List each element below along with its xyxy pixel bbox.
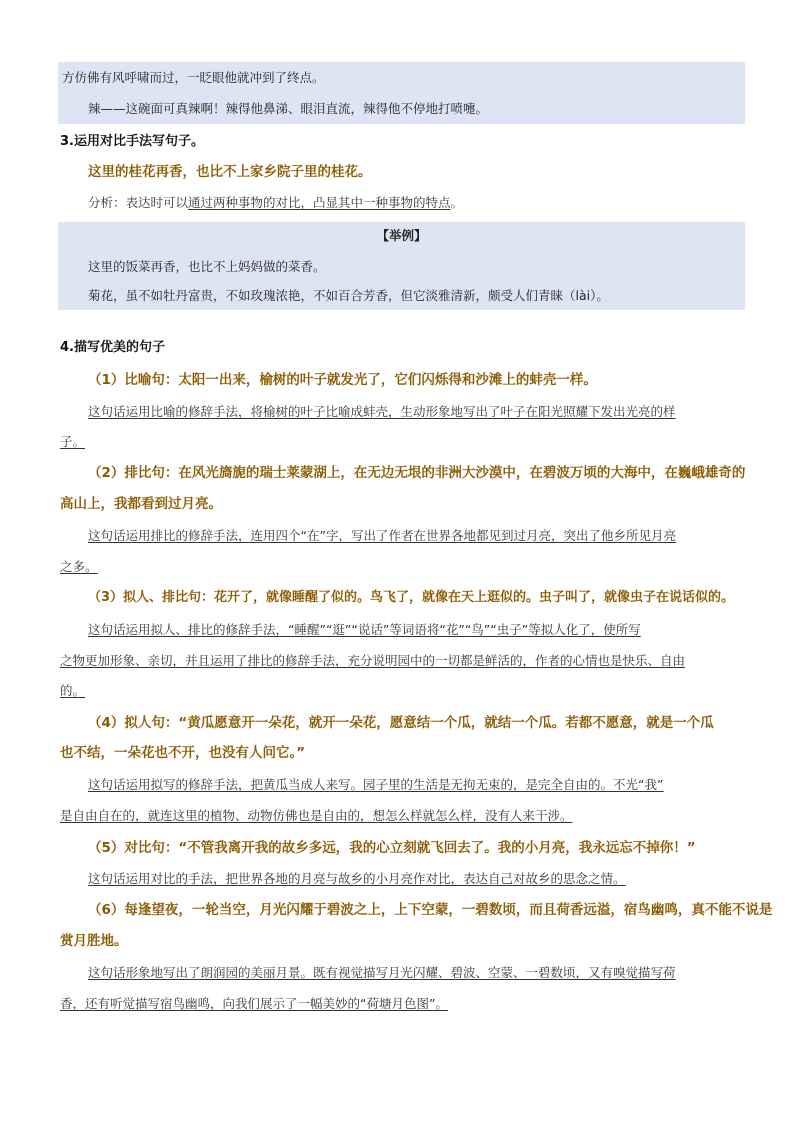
- item2-sentence-l2: 高山上，我都看到过月亮。: [60, 496, 222, 512]
- item5-sentence: （5）对比句：“不管我离开我的故乡多远，我的心立刻就飞回去了。我的小月亮，我永远忘不掉你！”: [88, 840, 696, 856]
- item1-sentence: （1）比喻句：太阳一出来，榆树的叶子就发光了，它们闪烁得和沙滩上的蚌壳一样。: [88, 372, 597, 388]
- item3-analysis-l3: 的。: [60, 683, 86, 698]
- section3-example: 这里的桂花再香，也比不上家乡院子里的桂花。: [88, 164, 372, 180]
- item1-analysis-l1: 这句话运用比喻的修辞手法，将榆树的叶子比喻成蚌壳，生动形象地写出了叶子在阳光照耀下发出光亮的样: [88, 404, 676, 419]
- section4-heading: 4.描写优美的句子: [60, 340, 165, 355]
- box1-line1: 方仿佛有风呼啸而过，一眨眼他就冲到了终点。: [62, 70, 325, 85]
- item6-sentence-l1: （6）每逢望夜，一轮当空，月光闪耀于碧波之上，上下空蒙，一碧数顷，而且荷香远溢，宿鸟幽鸣，真不能不说是: [88, 902, 773, 918]
- box2-line1: 这里的饭菜再香，也比不上妈妈做的菜香。: [88, 259, 326, 274]
- section3-heading: 3.运用对比手法写句子。: [60, 134, 204, 149]
- section3-analysis: [88, 195, 775, 211]
- analysis-underlined: 通过两种事物的对比，凸显其中一种事物的特点: [188, 195, 451, 210]
- item4-sentence-l1: （4）拟人句：“黄瓜愿意开一朵花，就开一朵花，愿意结一个瓜，就结一个瓜。若都不愿意，就是一个瓜: [88, 715, 714, 731]
- item5-analysis-l1: 这句话运用对比的手法，把世界各地的月亮与故乡的小月亮作对比，表达自己对故乡的思念之情。: [88, 871, 626, 886]
- item4-analysis-l1: 这句话运用拟写的修辞手法，把黄瓜当成人来写。园子里的生活是无拘无束的，是完全自由的。不光“我”: [88, 777, 664, 792]
- item2-sentence-l1: （2）排比句：在风光旖旎的瑞士莱蒙湖上，在无边无垠的非洲大沙漠中，在碧波万顷的大海中，在巍峨雄奇的: [88, 465, 746, 481]
- analysis-suffix: 。: [450, 195, 464, 210]
- box2-title: 【举例】: [376, 228, 427, 243]
- item3-analysis-l2: 之物更加形象、亲切，并且运用了排比的修辞手法，充分说明园中的一切都是鲜活的，作者的心情也是快乐、自由: [60, 653, 686, 668]
- item6-sentence-l2: 赏月胜地。: [60, 933, 128, 949]
- item4-analysis-l2: 是自由自在的，就连这里的植物、动物仿佛也是自由的，想怎么样就怎么样，没有人来干涉。: [60, 808, 573, 823]
- item2-analysis-l2: 之多。: [60, 559, 98, 574]
- item3-sentence: （3）拟人、排比句：花开了，就像睡醒了似的。鸟飞了，就像在天上逛似的。虫子叫了，就像虫子在说话似的。: [88, 590, 735, 605]
- item6-analysis-l2: 香，还有听觉描写宿鸟幽鸣，向我们展示了一幅美妙的“荷塘月色图”。: [60, 996, 448, 1011]
- item4-sentence-l2: 也不结，一朵花也不开，也没有人问它。”: [60, 745, 306, 761]
- analysis-prefix: 分析：表达时可以: [88, 195, 189, 210]
- box1-line2: 辣——这碗面可真辣啊！辣得他鼻涕、眼泪直流，辣得他不停地打喷嚏。: [88, 101, 489, 116]
- item6-analysis-l1: 这句话形象地写出了朗润园的美丽月景。既有视觉描写月光闪耀、碧波、空蒙、一碧数顷，又有嗅觉描写荷: [88, 965, 676, 980]
- item3-analysis-l1: 这句话运用拟人、排比的修辞手法，“睡醒”“逛”“说话”等词语将“花”“鸟”“虫子”等拟人化了，使所写: [88, 622, 641, 637]
- box2-line2: 菊花，虽不如牡丹富贵，不如玫瑰浓艳，不如百合芳香，但它淡雅清新，颇受人们青睐（lài）。: [88, 288, 609, 303]
- item1-analysis-l2: 子。: [60, 434, 86, 449]
- item2-analysis-l1: 这句话运用排比的修辞手法，连用四个“在”字，写出了作者在世界各地都见到过月亮，突出了他乡所见月亮: [88, 528, 676, 543]
